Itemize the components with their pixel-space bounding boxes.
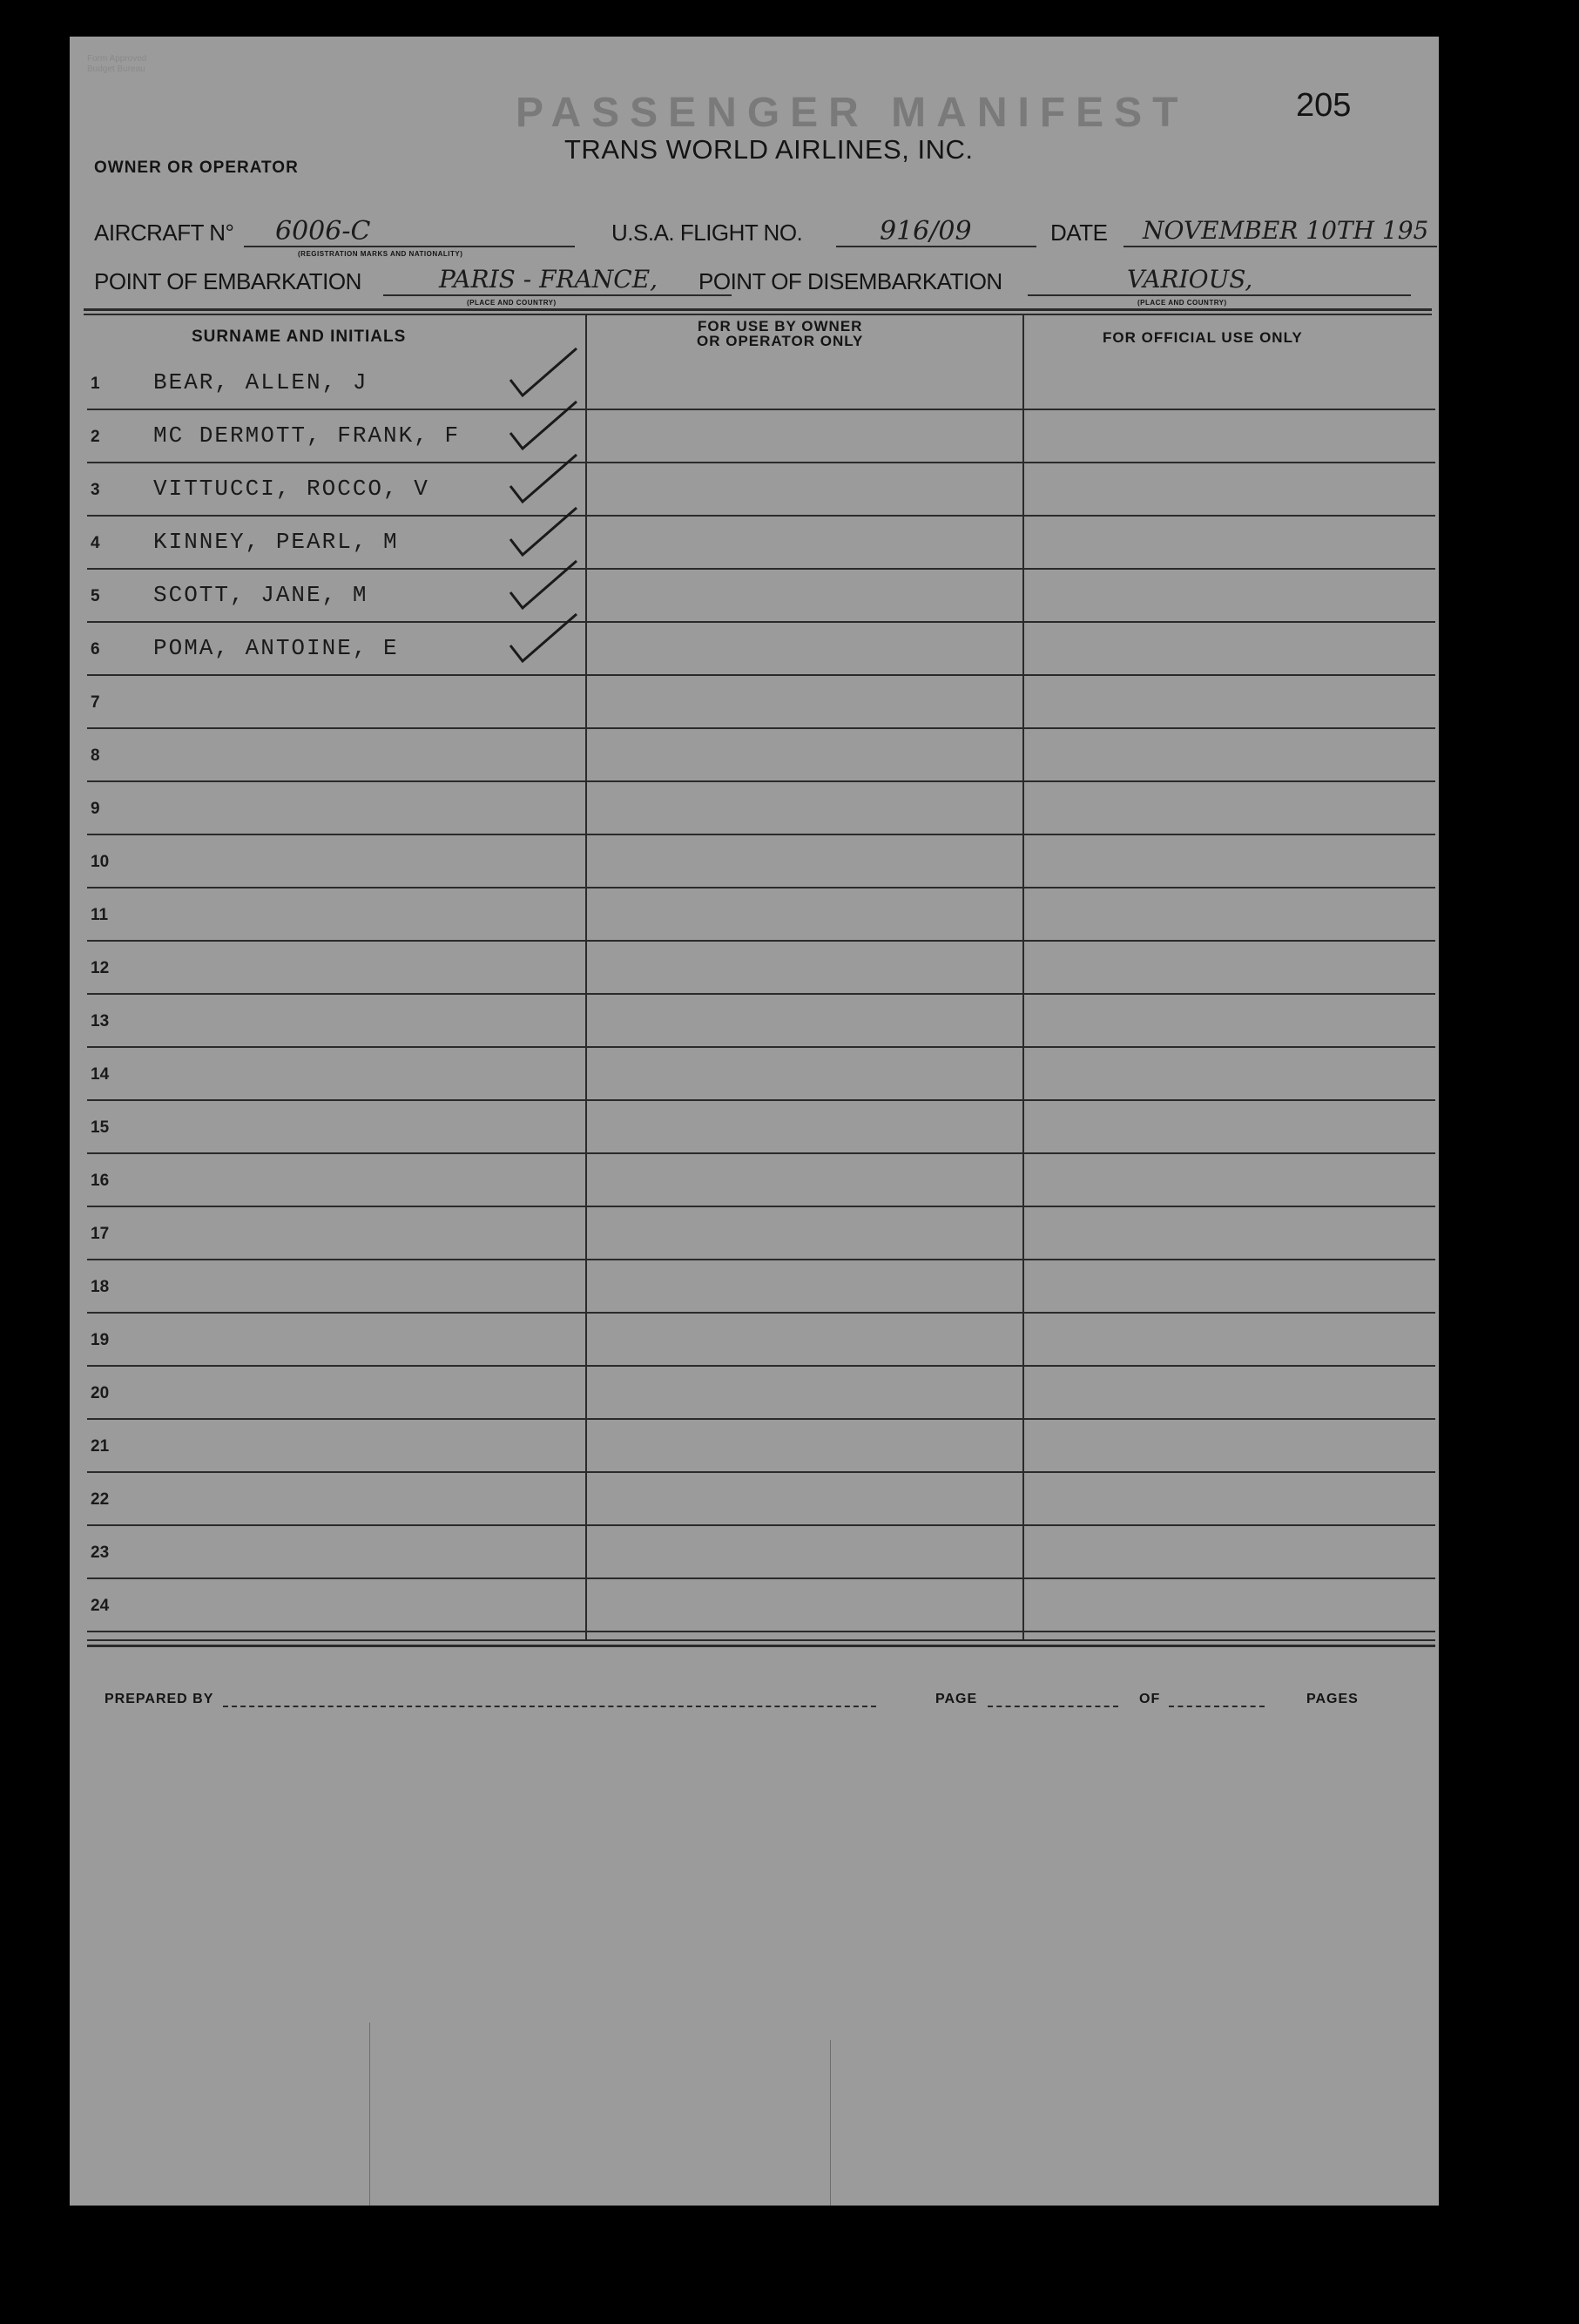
row-rule [87, 409, 1435, 410]
aircraft-label: AIRCRAFT N° [94, 220, 234, 246]
table-row [70, 1262, 1439, 1315]
table-row [70, 1103, 1439, 1156]
row-rule [87, 621, 1435, 623]
col-header-owner-use: FOR USE BY OWNER OR OPERATOR ONLY [697, 318, 864, 349]
prepared-by-label: PREPARED BY [105, 1692, 214, 1706]
of-label: OF [1139, 1692, 1161, 1706]
row-number: 4 [91, 534, 100, 552]
row-number: 20 [91, 1384, 110, 1402]
page-number: 205 [1296, 87, 1352, 124]
disembarkation-value: VARIOUS, [1127, 265, 1253, 294]
row-rule [87, 1365, 1435, 1367]
row-number: 17 [91, 1225, 110, 1243]
row-rule [87, 1471, 1435, 1473]
embarkation-value: PARIS - FRANCE, [439, 265, 658, 294]
row-number: 2 [91, 428, 100, 446]
table-row [70, 1156, 1439, 1209]
flight-no-value: 916/09 [880, 216, 972, 247]
row-number: 19 [91, 1331, 110, 1349]
row-rule [87, 568, 1435, 570]
disembarkation-label: POINT OF DISEMBARKATION [698, 268, 1002, 294]
row-rule [87, 1206, 1435, 1207]
table-row [70, 571, 1439, 625]
passenger-name: SCOTT, JANE, M [153, 582, 368, 608]
row-number: 18 [91, 1278, 110, 1296]
table-row [70, 1209, 1439, 1262]
row-rule [87, 1524, 1435, 1526]
row-number: 3 [91, 481, 100, 499]
table-row [70, 1050, 1439, 1103]
row-rule [87, 515, 1435, 517]
row-rule [87, 1631, 1435, 1632]
row-number: 7 [91, 693, 100, 712]
check-mark-icon [505, 503, 584, 564]
row-rule [87, 1152, 1435, 1154]
passenger-name: VITTUCCI, ROCCO, V [153, 476, 429, 502]
row-rule [87, 780, 1435, 782]
table-row [70, 1475, 1439, 1528]
table-row [70, 996, 1439, 1050]
manifest-sheet [70, 37, 1439, 2206]
row-number: 14 [91, 1065, 110, 1084]
form-approval-note: Form Approved Budget Bureau [87, 54, 147, 74]
check-mark-icon [505, 396, 584, 457]
table-row [70, 625, 1439, 678]
col-header-surname: SURNAME AND INITIALS [192, 328, 407, 346]
table-row [70, 359, 1439, 412]
row-number: 13 [91, 1012, 110, 1030]
table-row [70, 412, 1439, 465]
row-rule [87, 1418, 1435, 1420]
check-mark-icon [505, 556, 584, 617]
row-rule [87, 1259, 1435, 1260]
check-mark-icon [505, 449, 584, 510]
table-row [70, 731, 1439, 784]
table-row [70, 890, 1439, 943]
col-header-official-use: FOR OFFICIAL USE ONLY [1103, 329, 1303, 346]
row-number: 15 [91, 1118, 110, 1137]
row-rule [87, 1046, 1435, 1048]
page-label: PAGE [935, 1692, 978, 1706]
passenger-name: KINNEY, PEARL, M [153, 529, 399, 555]
row-number: 8 [91, 747, 100, 765]
flight-no-label: U.S.A. FLIGHT NO. [611, 220, 803, 246]
manifest-title-faded: PASSENGER MANIFEST [516, 90, 1189, 136]
table-row [70, 518, 1439, 571]
table-row [70, 465, 1439, 518]
owner-operator-label: OWNER OR OPERATOR [94, 159, 299, 177]
row-number: 9 [91, 800, 100, 818]
row-rule [87, 727, 1435, 729]
table-row [70, 1581, 1439, 1634]
table-row [70, 784, 1439, 837]
passenger-name: MC DERMOTT, FRANK, F [153, 422, 461, 449]
row-number: 21 [91, 1437, 110, 1456]
table-row [70, 678, 1439, 731]
crease-left [369, 2023, 370, 2206]
row-rule [87, 462, 1435, 463]
row-number: 6 [91, 640, 100, 659]
table-row [70, 1422, 1439, 1475]
row-number: 22 [91, 1490, 110, 1509]
row-number: 24 [91, 1597, 110, 1615]
row-number: 1 [91, 375, 100, 393]
row-rule [87, 674, 1435, 676]
airline-name: TRANS WORLD AIRLINES, INC. [564, 134, 974, 165]
aircraft-value: 6006-C [275, 216, 371, 247]
embarkation-note: (PLACE AND COUNTRY) [467, 299, 557, 307]
row-number: 10 [91, 853, 110, 871]
check-mark-icon [505, 343, 584, 404]
row-rule [87, 1577, 1435, 1579]
table-row [70, 1368, 1439, 1422]
row-number: 5 [91, 587, 100, 605]
disembarkation-note: (PLACE AND COUNTRY) [1137, 299, 1227, 307]
date-value: NOVEMBER 10TH 195 [1143, 216, 1429, 245]
table-row [70, 837, 1439, 890]
row-rule [87, 993, 1435, 995]
table-row [70, 943, 1439, 996]
crease-right [830, 2040, 831, 2206]
passenger-name: BEAR, ALLEN, J [153, 369, 368, 395]
registration-note: (REGISTRATION MARKS AND NATIONALITY) [298, 250, 463, 258]
row-number: 23 [91, 1544, 110, 1562]
row-rule [87, 1099, 1435, 1101]
date-label: DATE [1050, 220, 1108, 246]
row-number: 12 [91, 959, 110, 977]
table-row [70, 1528, 1439, 1581]
row-rule [87, 887, 1435, 888]
row-number: 16 [91, 1172, 110, 1190]
row-number: 11 [91, 906, 109, 924]
pages-label: PAGES [1306, 1692, 1359, 1706]
row-rule [87, 834, 1435, 835]
embarkation-label: POINT OF EMBARKATION [94, 268, 361, 294]
table-row [70, 1315, 1439, 1368]
row-rule [87, 940, 1435, 942]
row-rule [87, 1312, 1435, 1314]
passenger-name: POMA, ANTOINE, E [153, 635, 399, 661]
check-mark-icon [505, 609, 584, 670]
